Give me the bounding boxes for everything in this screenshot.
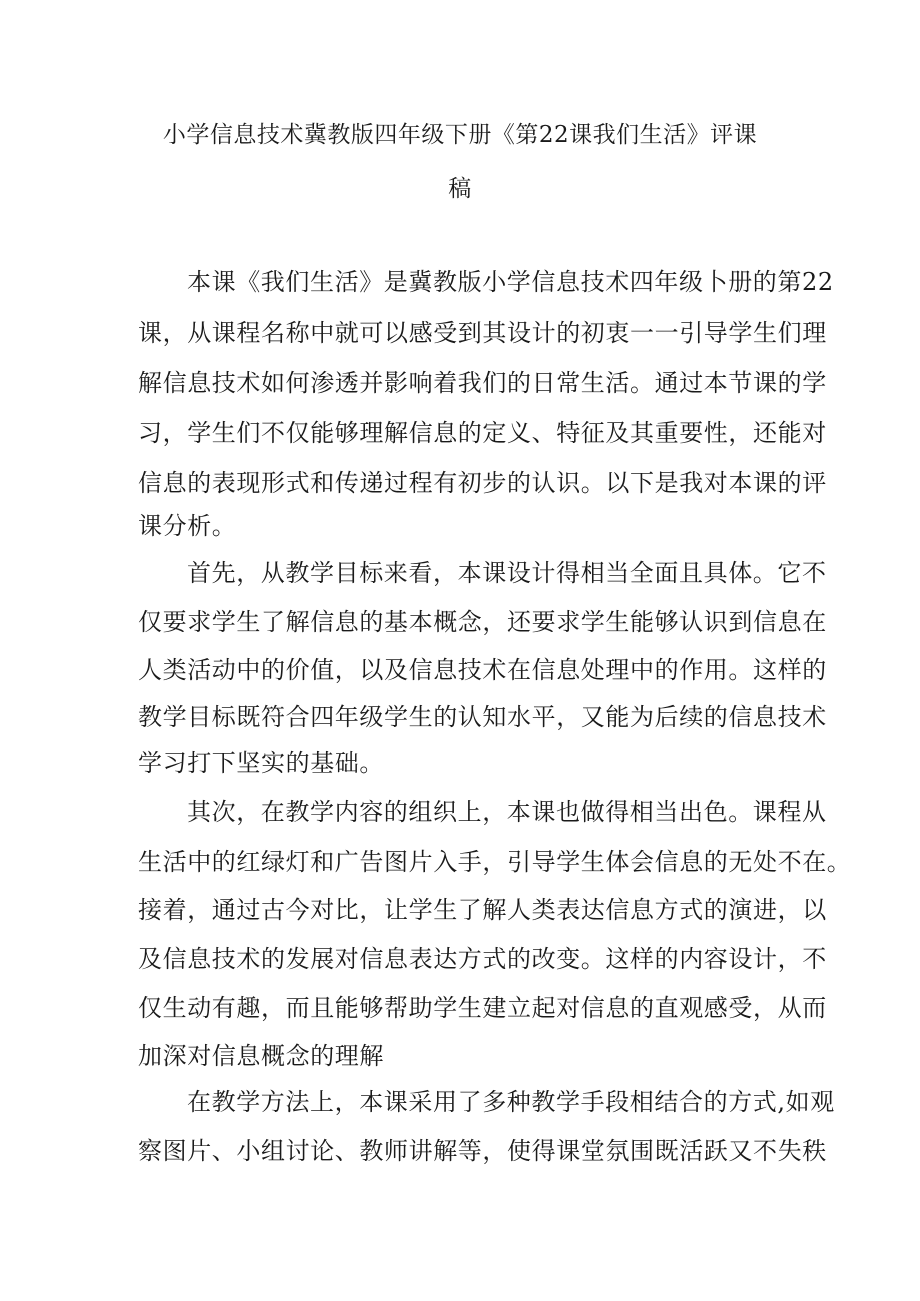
paragraph-2-line-1: 首先，从教学目标来看，本课设计得相当全面且具体。它不 — [187, 559, 827, 587]
paragraph-2-line-2: 仅要求学生了解信息的基本概念，还要求学生能够认识到信息在 — [138, 608, 827, 636]
paragraph-3-line-3: 接着，通过古今对比，让学生了解人类表达信息方式的演进，以 — [138, 896, 827, 924]
paragraph-3-line-4: 及信息技术的发展对信息表达方式的改变。这样的内容设计，不 — [138, 945, 827, 973]
paragraph-2-line-3: 人类活动中的价值，以及信息技术在信息处理中的作用。这样的 — [138, 656, 827, 684]
paragraph-1-line-5: 信息的表现形式和传递过程有初步的认识。以下是我对本课的评 — [138, 469, 827, 497]
paragraph-1-line-6: 课分析。 — [138, 512, 237, 540]
paragraph-1-line-3: 解信息技术如何渗透并影响着我们的日常生活。通过本节课的学 — [138, 369, 827, 397]
document-title-line-1: 小学信息技术冀教版四年级下册《第22课我们生活》评课 — [162, 122, 758, 148]
paragraph-1-line-2: 课，从课程名称中就可以感受到其设计的初衷一一引导学生们理 — [138, 319, 827, 347]
paragraph-1-line-4: 习，学生们不仅能够理解信息的定义、特征及其重要性，还能对 — [138, 419, 827, 447]
paragraph-2-line-4: 教学目标既符合四年级学生的认知水平，又能为后续的信息技术 — [138, 703, 827, 731]
paragraph-3-line-1: 其次，在教学内容的组织上，本课也做得相当出色。课程从 — [187, 798, 827, 826]
paragraph-1-line-1: 本课《我们生活》是冀教版小学信息技术四年级卜册的第22 — [187, 268, 834, 296]
paragraph-3-line-2: 生活中的红绿灯和广告图片入手，引导学生体会信息的无处不在。 — [138, 848, 852, 876]
paragraph-4-line-2: 察图片、小组讨论、教师讲解等，使得课堂氛围既活跃又不失秩 — [138, 1137, 827, 1165]
paragraph-2-line-5: 学习打下坚实的基础。 — [138, 749, 384, 777]
paragraph-3-line-6: 加深对信息概念的理解 — [138, 1042, 384, 1070]
paragraph-4-line-1: 在教学方法上，本课采用了多种教学手段相结合的方式,如观 — [187, 1088, 835, 1116]
document-title-line-2: 稿 — [448, 176, 472, 202]
paragraph-3-line-5: 仅生动有趣，而且能够帮助学生建立起对信息的直观感受，从而 — [138, 994, 827, 1022]
